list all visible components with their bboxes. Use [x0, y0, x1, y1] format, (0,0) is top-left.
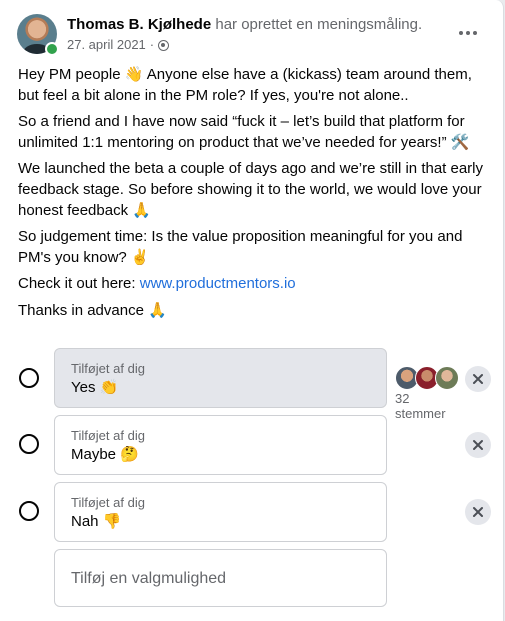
close-icon — [472, 439, 484, 451]
post-paragraph: So judgement time: Is the value proposition meaningful for you and PM's you know? ✌️ — [18, 228, 463, 266]
poll-option-label: Maybe 🤔 — [71, 446, 139, 463]
poll-option-radio[interactable] — [19, 501, 39, 521]
voter-avatars[interactable] — [395, 366, 465, 390]
remove-option-button[interactable] — [465, 366, 491, 392]
more-options-button[interactable] — [450, 21, 486, 45]
poll-option-sublabel: Tilføjet af dig — [71, 495, 145, 510]
poll-option-sublabel: Tilføjet af dig — [71, 361, 145, 376]
vote-count[interactable]: 32 stemmer — [395, 391, 446, 421]
poll-option-radio[interactable] — [19, 368, 39, 388]
author-name[interactable]: Thomas B. Kjølhede — [67, 16, 212, 33]
post-paragraph — [18, 273, 296, 294]
post-paragraph: We launched the beta a couple of days ago and we’re still in that early feedback stage. So before showing it to the world, we would love your honest feedback 🙏 — [18, 160, 484, 219]
poll-option-label: Nah 👎 — [71, 513, 122, 530]
remove-option-button[interactable] — [465, 499, 491, 525]
poll-option-sublabel: Tilføjet af dig — [71, 428, 145, 443]
post-date[interactable]: 27. april 2021 — [67, 37, 146, 52]
close-icon — [472, 506, 484, 518]
post-action-text: har oprettet en meningsmåling. — [215, 16, 423, 33]
poll-option[interactable] — [54, 482, 387, 542]
post-paragraph: So a friend and I have now said “fuck it – let’s build that platform for unlimited 1:1 mentoring on product that we’ve needed for years!” 🛠️ — [18, 113, 470, 151]
poll-option-label: Yes 👏 — [71, 379, 119, 396]
online-status-indicator — [45, 42, 59, 56]
product-link[interactable]: www.productmentors.io — [139, 275, 296, 292]
avatar — [435, 366, 459, 390]
post-paragraph: Hey PM people 👋 Anyone else have a (kickass) team around them, but feel a bit alone in the PM role? If yes, you're not alone.. — [18, 66, 472, 104]
globe-icon[interactable] — [158, 40, 169, 51]
close-icon — [472, 373, 484, 385]
more-icon — [459, 31, 463, 35]
add-option-input[interactable] — [54, 549, 387, 607]
link-prefix: Check it out here: — [18, 275, 140, 292]
post-header — [67, 15, 422, 35]
post-paragraph: Thanks in advance 🙏 — [18, 302, 167, 319]
poll-option[interactable] — [54, 348, 387, 408]
poll-option[interactable] — [54, 415, 387, 475]
post-meta: 27. april 2021 · — [67, 37, 169, 53]
add-option-placeholder: Tilføj en valgmulighed — [71, 570, 227, 587]
poll-option-radio[interactable] — [19, 434, 39, 454]
remove-option-button[interactable] — [465, 432, 491, 458]
